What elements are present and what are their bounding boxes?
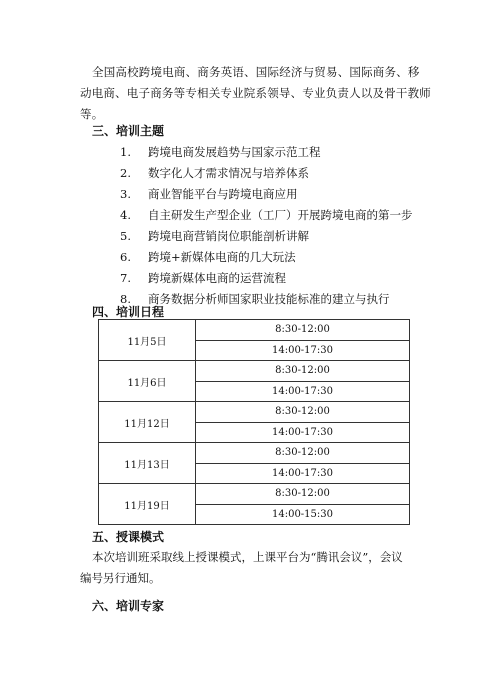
list-item: 4. 自主研发生产型企业（工厂）开展跨境电商的第一步 [120,208,413,222]
table-row [99,361,410,382]
list-item: 2. 数字化人才需求情况与培养体系 [120,166,309,180]
time-cell-am: 8:30-12:00 [196,361,410,382]
section-heading-training-schedule: 四、培训日程 [92,305,165,319]
intro-paragraph [80,62,432,125]
table-row [99,484,410,505]
teaching-mode-line-2: 编号另行通知。 [80,571,161,585]
time-cell-pm: 14:00-17:30 [196,422,410,443]
time-cell-am: 8:30-12:00 [196,484,410,505]
date-cell: 11月19日 [99,484,196,525]
date-cell: 11月6日 [99,361,196,402]
intro-line-1: 全国高校跨境电商、商务英语、国际经济与贸易、国际商务、移 [92,65,420,79]
table-row [99,443,410,464]
time-cell-am: 8:30-12:00 [196,320,410,341]
section-heading-training-topics: 三、培训主题 [92,124,165,138]
teaching-mode-paragraph [80,547,432,589]
time-cell-pm: 14:00-17:30 [196,463,410,484]
date-cell: 11月13日 [99,443,196,484]
table-row [99,320,410,341]
list-item: 7. 跨境新媒体电商的运营流程 [120,271,286,285]
list-item: 6. 跨境+新媒体电商的几大玩法 [120,250,296,264]
list-item: 1. 跨境电商发展趋势与国家示范工程 [120,145,321,159]
schedule-table [98,319,410,525]
intro-line-3: 等。 [80,107,104,121]
date-cell: 11月12日 [99,402,196,443]
list-item: 5. 跨境电商营销岗位职能剖析讲解 [120,229,309,243]
time-cell-pm: 14:00-17:30 [196,381,410,402]
time-cell-pm: 14:00-17:30 [196,340,410,361]
intro-line-2: 动电商、电子商务等专相关专业院系领导、专业负责人以及骨干教师 [80,86,431,100]
time-cell-am: 8:30-12:00 [196,402,410,423]
section-heading-teaching-mode: 五、授课模式 [92,530,165,544]
time-cell-pm: 14:00-15:30 [196,504,410,525]
list-item: 8. 商务数据分析师国家职业技能标准的建立与执行 [120,292,390,306]
list-item: 3. 商业智能平台与跨境电商应用 [120,187,298,201]
teaching-mode-line-1: 本次培训班采取线上授课模式，上课平台为“腾讯会议”，会议 [92,550,403,564]
date-cell: 11月5日 [99,320,196,361]
section-heading-training-experts: 六、培训专家 [92,599,165,613]
topic-list [120,142,413,310]
time-cell-am: 8:30-12:00 [196,443,410,464]
table-row [99,402,410,423]
